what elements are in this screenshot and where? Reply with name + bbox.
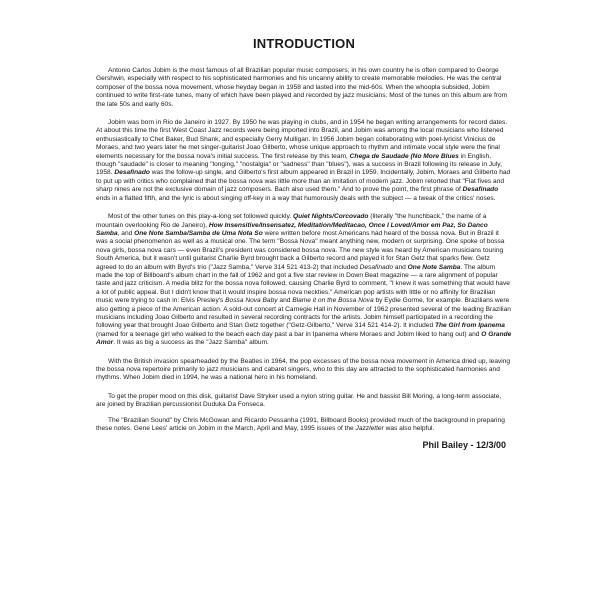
song-title: One Note Samba — [407, 263, 461, 271]
paragraph-biography — [96, 119, 512, 203]
song-title: Chega de Saudade (No More Blues — [349, 152, 459, 160]
text-run: Jobim was born in Rio de Janeiro in 1927. By 1950 he was playing in clubs, and in 1954 he began writing arrangements for record dates. At about this time the first West Coast Jazz records were being imported into Brazil, and Jobim was among the local musicians who listened enthusiastically to Chet Baker, Bud Shank, and especially Gerry Mulligan. In 1956 Jobim began collaborating with poet-lyricist Vinicius de Moraes, and two years later he met singer-guitarist Joao Gilberto, whose unique approach to rhythm and intimate vocal style were the final elements necessary for the bossa nova's initial success. The first release by this team, — [96, 119, 508, 160]
text-run: (named for a teenage girl who walked to the beach each day past a bar in Ipanema where Moraes and Jobim liked to hang out) and — [96, 330, 482, 338]
song-title: Quiet Nights/Corcovado — [292, 213, 369, 221]
text-run: , and — [117, 229, 135, 237]
text-run: were written before most Americans had heard of the bossa nova. But in Brazil it was a social phenomenon as well as a musical one. The term "Bossa Nova" meant anything new, modern or surprising. One spoke of bossa nova girls, bossa nova cars — even Brazil's president was considered bossa nova. The new style was heard by American musicians touring South America, but it wasn't until guitarist Charlie Byrd brought back a Gilberto record and played it for Stan Getz that sparks flew. Getz agreed to do an album with Byrd's trio ("Jazz Samba," Verve 314 521 413-2) that included — [96, 229, 505, 271]
text-run: and — [392, 263, 408, 271]
text-run: . It was as big a success as the "Jazz Samba" album. — [113, 339, 269, 347]
text-run: by Eydie Gorme, for example. Brazilians were also getting a piece of the American action. A sold-out concert at Carnegie Hall in November of 1962 presented several of the leading Brazilian musicians including Joao Gilberto and resulted in several recording contracts for the artists. Jobim himself participated in a recording the following year that brought Joao Gilberto and Stan Getz together ("Getz-Gilberto," Verve 314 521 414-2). It included — [96, 297, 511, 330]
paragraph-tunes — [96, 213, 512, 348]
paragraph-legacy: With the British invasion spearheaded by the Beatles in 1964, the pop excesses of the bossa nova movement in America dried up, leaving the bossa nova repertoire primarily to jazz musicians and cabaret singers, who to this day are attracted to the sophisticated harmonies and rhythms. When Jobim died in 1994, he was a national hero in his homeland. — [96, 357, 511, 382]
text-run: was also helpful. — [383, 425, 435, 433]
text-run: . The album made the top of Billboard's album chart in the fall of 1962 and got a five star review in Down Beat magazine — a rare alignment of popular taste and jazz criticism. A media blitz for the bossa nova followed, causing Charlie Byrd to comment, "I knew it was something that would have a lot of public appeal. But I didn't know that it would inspire bossa nova neckties." American pop artists with little or no affinity for Brazilian music were trying to cash in: Elvis Presley's — [96, 263, 510, 305]
song-title: The Girl from Ipanema — [434, 322, 505, 330]
publication-title: Jazzletter — [355, 425, 384, 433]
text-run: was the follow-up single, and Gilberto's first album appeared in Brazil in 1959. Incidentally, Jobim, Moraes and Gilberto had to put up with critics who complained that the bossa nova was little more than an imitation of modern jazz. Jobim retorted that "Flat fives and sharp nines are not the exclusive domain of jazz composers. Bach also used them." And to prove the point, the first phrase of — [96, 169, 511, 194]
text-run: and — [277, 297, 293, 305]
song-title: One Note Samba/Samba de Uma Nota So — [134, 229, 263, 237]
song-title: O Grande Amor — [96, 330, 512, 347]
song-title: Desafinado — [114, 169, 150, 177]
text-run: Most of the other tunes on this play-a-long set followed quickly. — [108, 213, 293, 221]
text-run: The "Brazilian Sound" by Chris McGowan and Ricardo Pessanha (1991, Billboard Books) provided much of the background in preparing these notes. Gene Lees' article on Jobim in the March, April and May, 1995 issues of the — [96, 416, 505, 433]
text-run: in English, though "saudade" is closer to meaning "longing," "nostalgia" or "sadness" than "blues"), was a success in Brazil following its release in July, 1958. — [96, 152, 502, 177]
song-title: Desafinado — [359, 263, 393, 271]
song-title: Bossa Nova Baby — [225, 297, 278, 305]
page-title: INTRODUCTION — [252, 36, 356, 51]
text-run: (literally "the hunchback," the name of a mountain overlooking Rio de Janeiro), — [96, 213, 487, 229]
paragraph-sources — [96, 417, 512, 434]
song-title: How Insensitive/Insensatez, Meditation/Meditacao, Once I Loved/Amor em Paz, So Danco Samba — [96, 221, 488, 237]
song-title: Blame it on the Bossa Nova — [292, 297, 374, 305]
paragraph-musicians: To get the proper mood on this disk, guitarist Dave Stryker used a nylon string guitar. He and bassist Bill Moring, a long-term associate, are joined by Brazilian percussionist Duduka Da Fonseca. — [96, 392, 502, 409]
author-signature: Phil Bailey - 12/3/00 — [422, 440, 506, 451]
song-title: Desafinado — [462, 186, 499, 194]
paragraph-intro: Antonio Carlos Jobim is the most famous of all Brazilian popular music composers; in his own country he is often compared to George Gershwin, especially with respect to his sophisticated harmonies and his uncanny ability to create memorable melodies. He was the central composer of the bossa nova movement, whose heyday began in 1958 and lasted into the mid-60s. When the whoopla subsided, Jobim continued to write first-rate tunes, many of which have been played and recorded by jazz musicians. Most of the tunes on this album are from the late 50s and early 60s. — [96, 67, 508, 108]
text-run: ends in a flatted fifth, and the lyric is about singing off-key in a way that humorously deals with the subject — a tweak of the critics' noses. — [96, 194, 496, 202]
